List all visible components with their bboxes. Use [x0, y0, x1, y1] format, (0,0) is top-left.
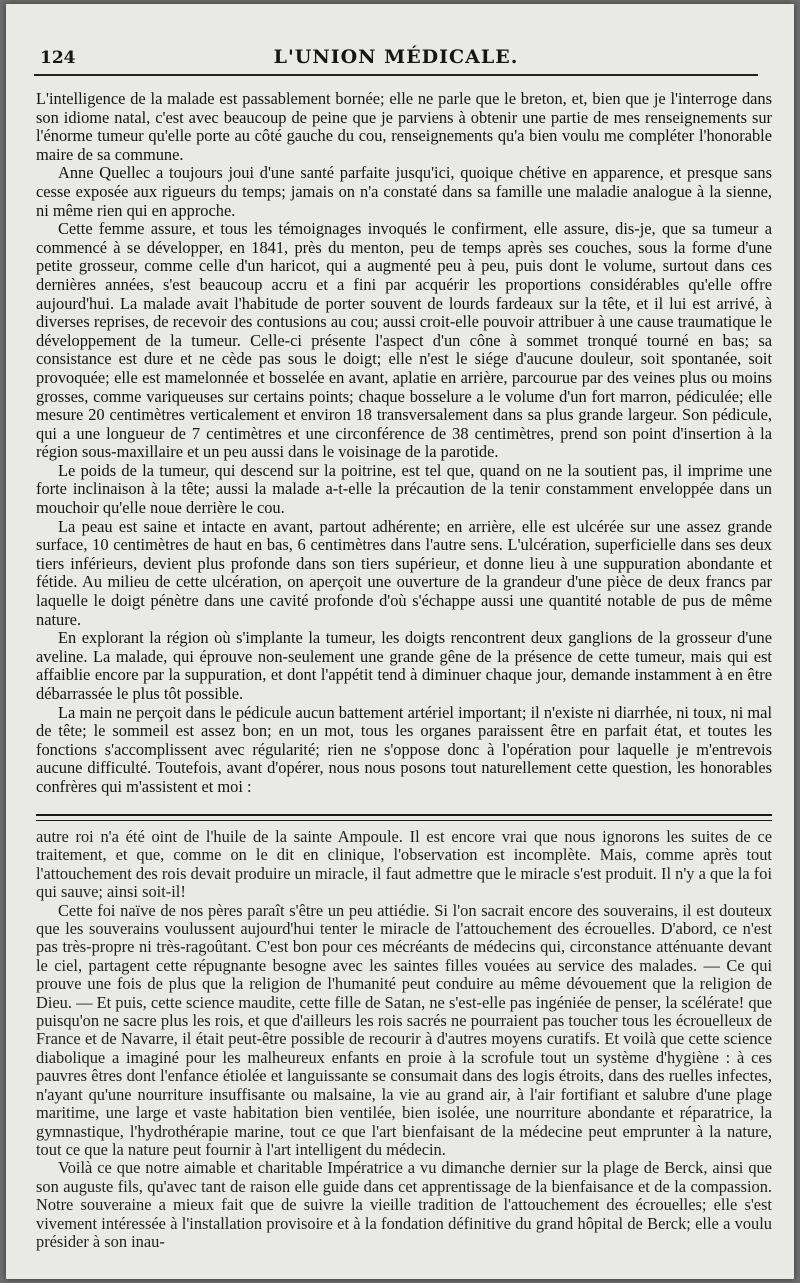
page-header — [34, 42, 758, 72]
article-paragraph: Anne Quellec a toujours joui d'une santé parfaite jusqu'ici, quoique chétive en apparence, et presque sans cesse exposée aux rigueurs du temps; jamais on n'a constaté dans sa famille une maladie analogue à la sienne, ni même rien qui en approche. — [36, 163, 772, 220]
feuilleton-separator — [36, 814, 772, 821]
article-paragraph: En explorant la région où s'implante la tumeur, les doigts rencontrent deux ganglions de la grosseur d'une aveline. La malade, qui éprouve non-seulement une grande gêne de la présence de cette tumeur, mais qui est affaiblie encore par la suppuration, et dont l'appétit tend à diminuer chaque jour, demande instamment à en être débarrassée le plus tôt possible. — [36, 628, 772, 703]
article-paragraph: L'intelligence de la malade est passablement bornée; elle ne parle que le breton, et, bien que je l'interroge dans son idiome natal, c'est avec beaucoup de peine que je parviens à obtenir une partie de mes renseignements sur l'énorme tumeur qu'elle porte au côté gauche du cou, renseignements qu'a bien voulu me compléter l'honorable maire de sa commune. — [36, 89, 772, 164]
article-text — [36, 90, 772, 797]
feuilleton-text — [36, 828, 772, 1251]
article-paragraph: La main ne perçoit dans le pédicule aucun battement artériel important; il n'existe ni diarrhée, ni toux, ni mal de tête; le sommeil est assez bon; en un mot, tous les organes paraissent être en parfait état, et toutes les fonctions s'accomplissent avec régularité; rien ne s'oppose donc à l'opération pour laquelle je m'entrevois aucune difficulté. Toutefois, avant d'opérer, nous nous posons tout naturellement cette question, les honorables confrères qui m'assistent et moi : — [36, 702, 772, 796]
article-paragraph: Cette femme assure, et tous les témoignages invoqués le confirment, elle assure, dis-je, que sa tumeur a commencé à se développer, en 1841, près du menton, peu de temps après ses couches, sous la forme d'une petite grosseur, comme celle d'un haricot, qui a augmenté peu à peu, puis dont le volume, surtout dans ces dernières années, s'est beaucoup accru et a fini par acquérir les proportions considérables qu'elle offre aujourd'hui. La malade avait l'habitude de porter souvent de lourds fardeaux sur la tête, et il lui est arrivé, à diverses reprises, de recevoir des contusions au cou; aussi croit-elle pouvoir attribuer à une cause traumatique le développement de la tumeur. Celle-ci présente l'aspect d'un cône à sommet tronqué tourné en bas; sa consistance est dure et ne cède pas sous le doigt; elle n'est le siége d'aucune douleur, soit spontanée, soit provoquée; elle est mamelonnée et bosselée en avant, aplatie en arrière, parcourue par des veines plus ou moins grosses, comme variqueuses sur certains points; chaque bosselure a le volume d'un fort marron, pédiculée; elle mesure 20 centimètres verticalement et environ 18 transversalement dans sa plus grande largeur. Son pédicule, qui a une longueur de 7 centimètres et une circonférence de 38 centimètres, prend son point d'insertion à la région sous-maxillaire et un peu aussi dans le voisinage de la parotide. — [36, 219, 772, 462]
journal-title: L'UNION MÉDICALE. — [273, 46, 519, 68]
journal-page — [6, 4, 794, 1279]
feuilleton-paragraph: Cette foi naïve de nos pères paraît s'être un peu attiédie. Si l'on sacrait encore des souverains, il est douteux que les souverains voulussent aujourd'hui tenter le miracle de l'attouchement des écrouelles. D'abord, ce n'est pas très-propre ni très-ragoûtant. C'est bon pour ces mécréants de médecins qui, circonstance atténuante devant le ciel, partagent cette répugnante besogne avec les saintes filles vouées au service des malades. — Ce qui prouve une fois de plus que la religion de l'humanité peut conduire au même dévouement que la religion de Dieu. — Et puis, cette science maudite, cette fille de Satan, ne s'est-elle pas ingéniée de penser, la scélérate! que puisqu'on ne sacre plus les rois, et que d'ailleurs les rois sacrés ne pourraient pas toucher tous les écrouelleux de France et de Navarre, il était peut-être possible de recourir à d'autres moyens curatifs. Et voilà que cette science diabolique a imaginé pour les malheureux enfants en proie à la scrofule tout un système d'hygiène : à ces pauvres êtres dont l'enfance étiolée et languissante se consumait dans des logis étroits, dans des ruelles infectes, n'ayant qu'une nourriture insuffisante ou malsaine, la vie au grand air, à l'air fortifiant et salubre d'une plage maritime, une large et vaste habitation bien ventilée, bien isolée, une nourriture abondante et réparatrice, la gymnastique, l'hydrothérapie marine, tout ce que l'art bienfaisant de la médecine peut emprunter à la nature, tout ce que la nature peut fournir à l'art intelligent du médecin. — [36, 900, 772, 1159]
feuilleton-paragraph: autre roi n'a été oint de l'huile de la sainte Ampoule. Il est encore vrai que nous ignorons les suites de ce traitement, et que, comme on le dit en clinique, l'observation est incomplète. Mais, comme après tout l'attouchement des rois devait produire un miracle, il faut admettre que le miracle s'est produit. Il n'y a que la foi qui sauve; ainsi soit-il! — [36, 827, 772, 902]
header-rule — [34, 74, 758, 76]
feuilleton-paragraph: Voilà ce que notre aimable et charitable Impératrice a vu dimanche dernier sur la plage de Berck, ainsi que son auguste fils, qu'avec tant de raison elle guide dans cet apprentissage de la bienfaisance et de la compassion. Notre souveraine a mieux fait que de suivre la vieille tradition de l'attouchement des écrouelles; elle s'est vivement intéressée à l'installation provisoire et à la fondation définitive du grand hôpital de Berck; elle a voulu présider à son inau- — [36, 1158, 772, 1251]
page-number: 124 — [40, 48, 76, 68]
article-paragraph: La peau est saine et intacte en avant, partout adhérente; en arrière, elle est ulcérée sur une assez grande surface, 10 centimètres de haut en bas, 6 centimètres dans l'autre sens. L'ulcération, superficielle dans ses deux tiers inférieurs, devient plus profonde dans son tiers supérieur, et donne lieu à une suppuration abondante et fétide. Au milieu de cette ulcération, on aperçoit une ouverture de la grandeur d'une pièce de deux francs par laquelle le doigt pénètre dans une cavité profonde d'où s'échappe aussi une quantité notable de pus de même nature. — [36, 516, 772, 629]
article-paragraph: Le poids de la tumeur, qui descend sur la poitrine, est tel que, quand on ne la soutient pas, il imprime une forte inclinaison à la tête; aussi la malade a-t-elle la précaution de la tenir constamment enveloppée dans un mouchoir qu'elle noue derrière le cou. — [36, 460, 772, 518]
